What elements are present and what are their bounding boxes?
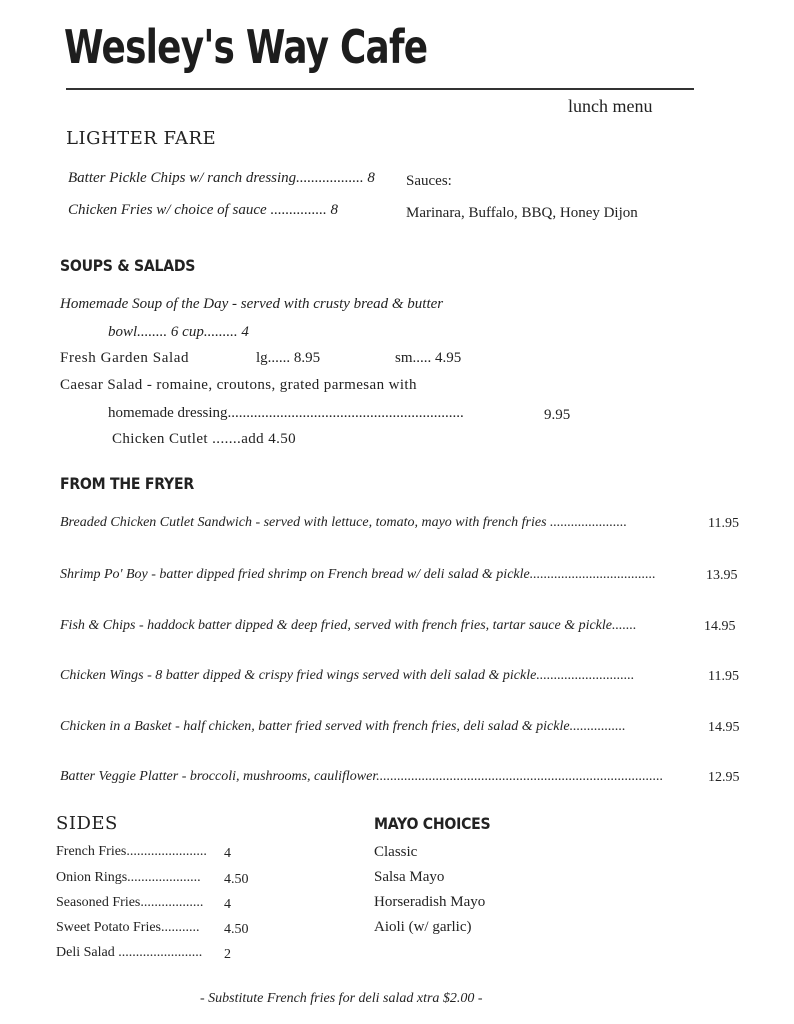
- title-rule: [66, 88, 694, 90]
- garden-salad: Fresh Garden Salad: [60, 350, 190, 366]
- mayo-item: Aioli (w/ garlic): [374, 919, 472, 935]
- fryer-item: Shrimp Po' Boy - batter dipped fried shrimp on French bread w/ deli salad & pickle....................................: [60, 567, 656, 582]
- sides-heading: SIDES: [56, 813, 118, 834]
- fryer-item: Chicken Wings - 8 batter dipped & crispy fried wings served with deli salad & pickle............................: [60, 668, 635, 683]
- caesar-dressing: homemade dressing...............................................................: [108, 405, 464, 421]
- soup-sizes: bowl........ 6 cup......... 4: [108, 324, 249, 340]
- fryer-item: Breaded Chicken Cutlet Sandwich - served with lettuce, tomato, mayo with french fries ......................: [60, 515, 628, 530]
- side-item: Seasoned Fries..................: [56, 895, 204, 910]
- side-item: Deli Salad ........................: [56, 945, 203, 960]
- mayo-item: Horseradish Mayo: [374, 894, 486, 910]
- caesar-price: 9.95: [544, 407, 571, 423]
- fryer-item: Fish & Chips - haddock batter dipped & deep fried, served with french fries, tartar sauce & pickle.......: [60, 618, 637, 633]
- cafe-title: Wesley's Way Cafe: [64, 20, 428, 74]
- caesar-salad: Caesar Salad - romaine, croutons, grated parmesan with: [60, 377, 417, 393]
- side-price: 4: [224, 897, 231, 912]
- garden-salad-lg: lg...... 8.95: [256, 350, 321, 366]
- fryer-price: 14.95: [708, 720, 740, 735]
- sauces-list: Marinara, Buffalo, BBQ, Honey Dijon: [406, 205, 638, 221]
- fryer-price: 11.95: [708, 669, 739, 684]
- fryer-item: Chicken in a Basket - half chicken, batter fried served with french fries, deli salad & pickle................: [60, 719, 626, 734]
- mayo-heading: MAYO CHOICES: [374, 814, 491, 833]
- lighter-fare-item: Chicken Fries w/ choice of sauce ............... 8: [68, 202, 338, 218]
- chicken-cutlet-add: Chicken Cutlet .......add 4.50: [112, 431, 297, 447]
- soups-salads-heading: SOUPS & SALADS: [60, 256, 196, 275]
- side-item: Sweet Potato Fries...........: [56, 920, 200, 935]
- menu-subtitle: lunch menu: [568, 96, 653, 116]
- fryer-price: 12.95: [708, 770, 740, 785]
- soup-item: Homemade Soup of the Day - served with crusty bread & butter: [60, 296, 444, 312]
- side-price: 4.50: [224, 872, 249, 887]
- fryer-price: 13.95: [706, 568, 738, 583]
- fryer-item: Batter Veggie Platter - broccoli, mushrooms, cauliflower..................................................................................: [60, 769, 664, 784]
- mayo-item: Salsa Mayo: [374, 869, 445, 885]
- garden-salad-sm: sm..... 4.95: [395, 350, 462, 366]
- mayo-item: Classic: [374, 844, 418, 860]
- fryer-heading: FROM THE FRYER: [60, 474, 194, 493]
- side-item: Onion Rings.....................: [56, 870, 201, 885]
- fryer-price: 14.95: [704, 619, 736, 634]
- side-price: 4.50: [224, 922, 249, 937]
- side-price: 2: [224, 947, 231, 962]
- fryer-price: 11.95: [708, 516, 739, 531]
- lighter-fare-heading: LIGHTER FARE: [66, 128, 217, 149]
- footer-note: - Substitute French fries for deli salad xtra $2.00 -: [200, 991, 483, 1006]
- side-price: 4: [224, 846, 231, 861]
- side-item: French Fries.......................: [56, 844, 207, 859]
- sauces-label: Sauces:: [406, 173, 452, 189]
- lighter-fare-item: Batter Pickle Chips w/ ranch dressing.................. 8: [68, 170, 375, 186]
